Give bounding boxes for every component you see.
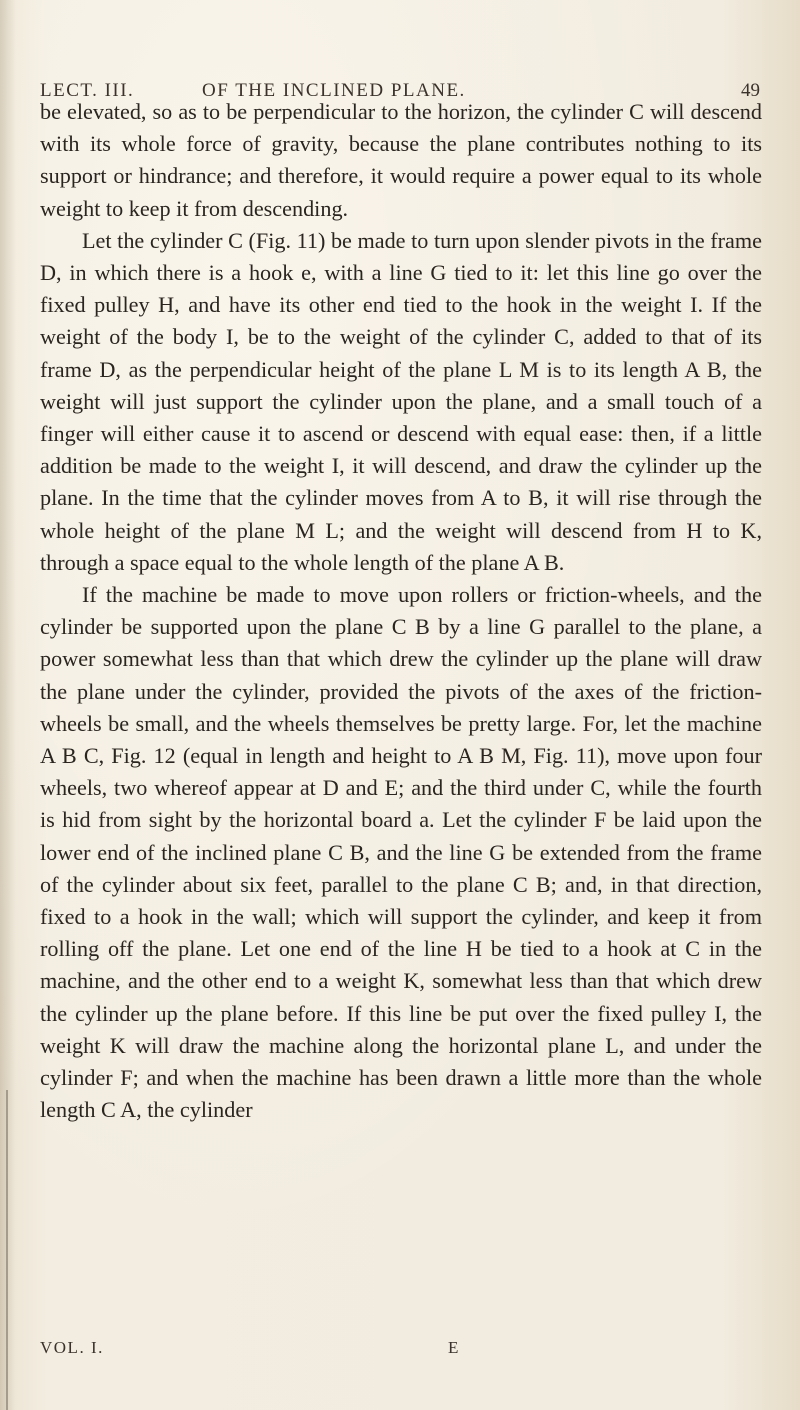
signature-mark: E [448,1338,460,1357]
page-number: 49 [741,80,760,101]
paragraph-cylinder-frame: Let the cylinder C (Fig. 11) be made to turn upon slender pivots in the frame D, in which there is a hook e, with a line G tied to it: let this line go over the fixed pulley H, and have its other end tied to the hook in the weight I. If the weight of the body I, be to the weight of the cylinder C, added to that of its frame D, as the perpendicular height of the plane L M is to its length A B, the weight will just support the cylinder upon the plane, and a small touch of a finger will either cause it to ascend or descend with equal ease: then, if a little addition be made to the weight I, it will descend, and draw the cylinder up the plane. In the time that the cylinder moves from A to B, it will rise through the whole height of the plane M L; and the weight will descend from H to K, through a space equal to the whole length of the plane A B. [40,227,762,575]
volume-label: VOL. I. [40,1338,104,1357]
body-text [40,96,762,1127]
page-edge-mark [6,1090,8,1410]
page-gutter-shadow [0,0,16,1410]
page-footer [40,1336,762,1366]
running-head-lecture: LECT. III. [40,80,135,101]
paragraph-continued: be elevated, so as to be perpendicular to the horizon, the cylinder C will descend with its whole force of gravity, because the plane contributes nothing to its support or hindrance; and therefore, it would require a power equal to its whole weight to keep it from descending. [40,99,762,221]
running-head-title: OF THE INCLINED PLANE. [202,80,466,101]
paragraph-friction-wheels: If the machine be made to move upon rollers or friction-wheels, and the cylinder be supported upon the plane C B by a line G parallel to the plane, a power somewhat less than that which drew the cylinder up the plane will draw the plane under the cylinder, provided the pivots of the axes of the friction-wheels be small, and the wheels themselves be pretty large. For, let the machine A B C, Fig. 12 (equal in length and height to A B M, Fig. 11), move upon four wheels, two whereof appear at D and E; and the third under C, while the fourth is hid from sight by the horizontal board a. Let the cylinder F be laid upon the lower end of the inclined plane C B, and the line G be extended from the frame of the cylinder about six feet, parallel to the plane C B; and, in that direction, fixed to a hook in the wall; which will support the cylinder, and keep it from rolling off the plane. Let one end of the line H be tied to a hook at C in the machine, and the other end to a weight K, somewhat less than that which drew the cylinder up the plane before. If this line be put over the fixed pulley I, the weight K will draw the machine along the horizontal plane L, and under the cylinder F; and when the machine has been drawn a little more than the whole length C A, the cylinder [40,582,762,1123]
